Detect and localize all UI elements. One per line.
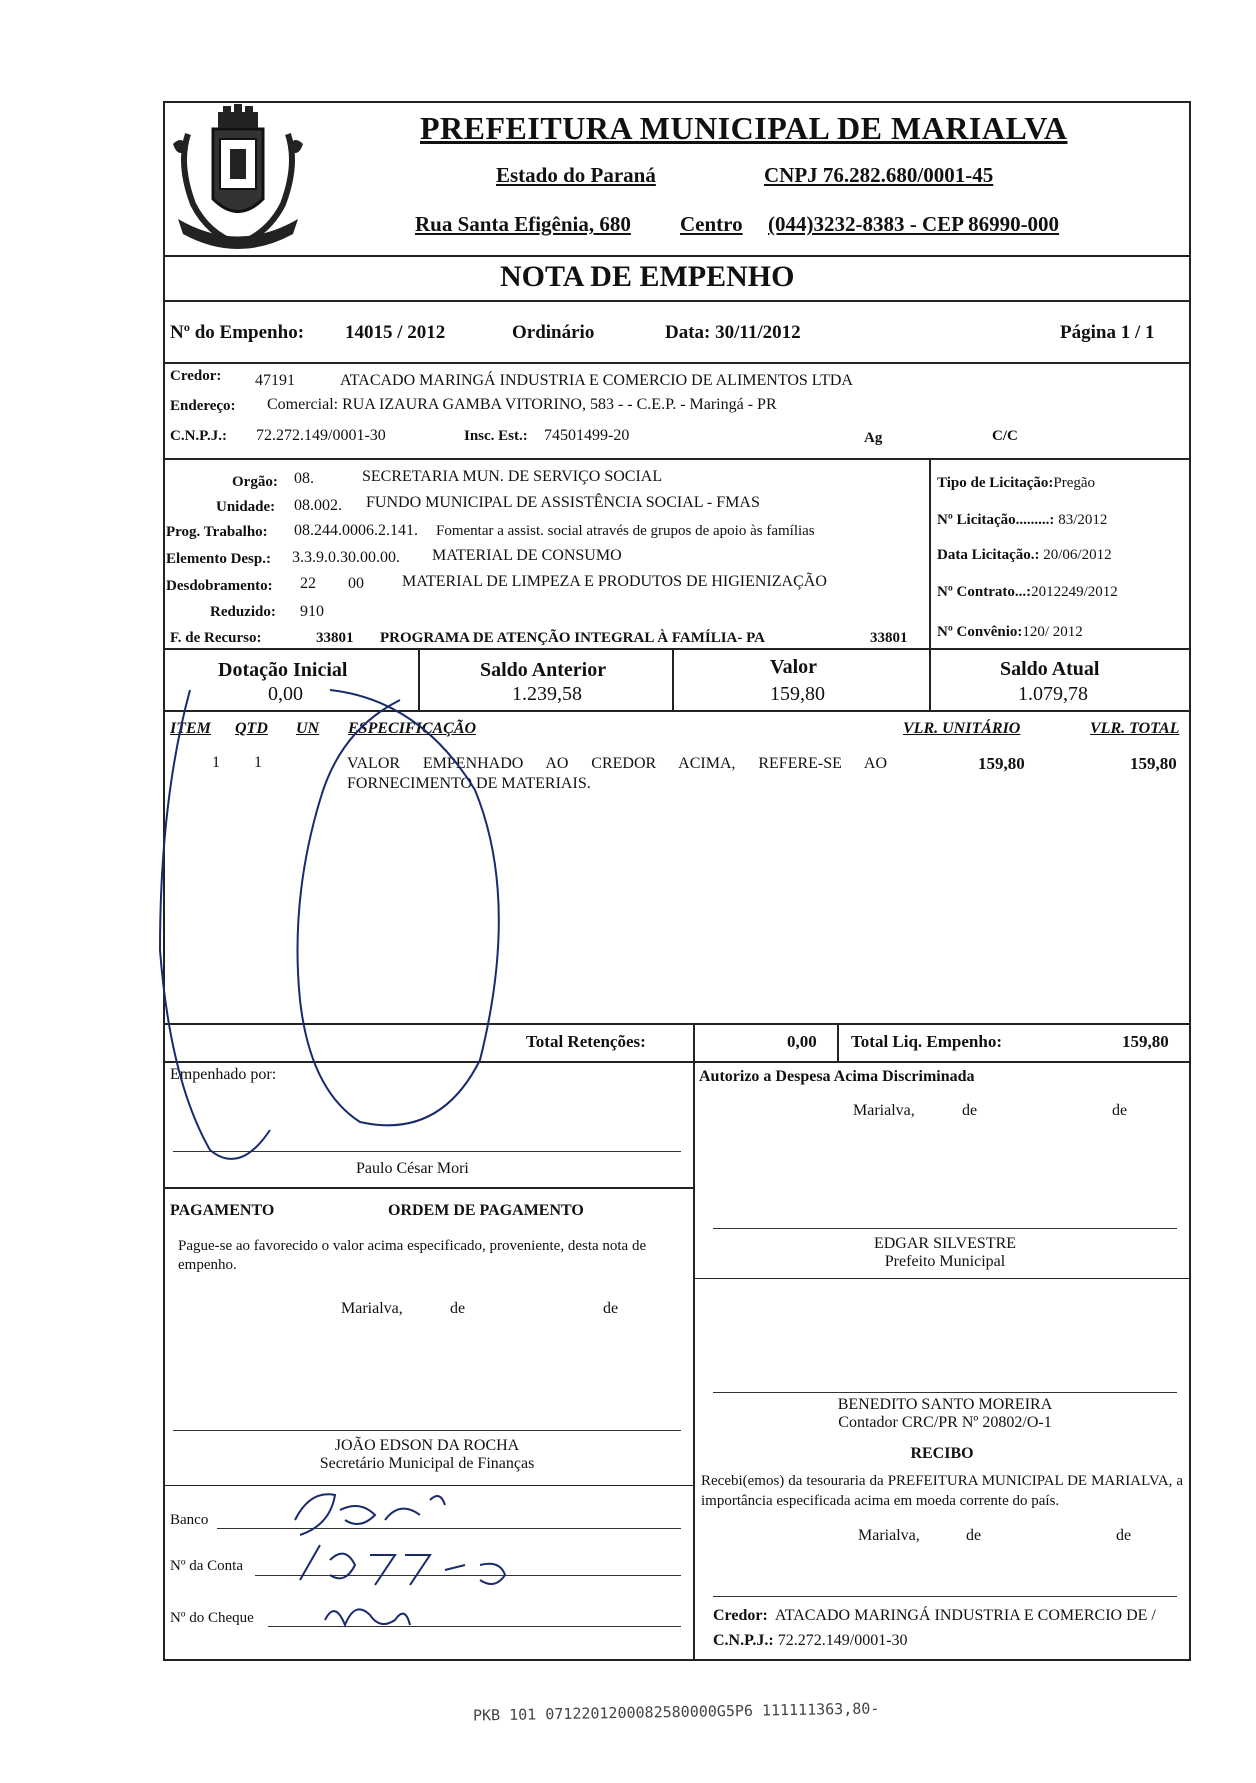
desdobramento-name: MATERIAL DE LIMPEZA E PRODUTOS DE HIGIENIZAÇÃO xyxy=(402,573,827,590)
contador-name: BENEDITO SANTO MOREIRA xyxy=(837,1396,1053,1413)
recibo-text: Recebi(emos) da tesouraria da PREFEITURA MUNICIPAL DE MARIALVA, a importância especificada acima em moeda corrente do país. xyxy=(701,1473,1183,1509)
page-number: Página 1 / 1 xyxy=(1060,322,1155,343)
street-label: Rua Santa Efigênia, 680 xyxy=(415,212,631,236)
prefeito-name: EDGAR SILVESTRE xyxy=(873,1235,1017,1252)
recibo-cnpj-value: 72.272.149/0001-30 xyxy=(777,1632,908,1649)
saldo-anterior-value: 1.239,58 xyxy=(512,683,582,705)
licitacao-type: Pregão xyxy=(1053,475,1096,491)
licitacao-type-label: Tipo de Licitação:Pregão xyxy=(937,475,1096,491)
orgao-name: SECRETARIA MUN. DE SERVIÇO SOCIAL xyxy=(362,468,663,485)
licitacao-date-label: Data Licitação.: 20/06/2012 xyxy=(937,547,1112,563)
liq-empenho-label: Total Liq. Empenho: xyxy=(851,1032,1002,1051)
col-item: ITEM xyxy=(170,720,211,737)
dotacao-value: 0,00 xyxy=(268,683,303,705)
col-un: UN xyxy=(296,720,320,737)
contador-title: Contador CRC/PR Nº 20802/O-1 xyxy=(838,1414,1052,1431)
district-label: Centro xyxy=(680,212,743,236)
saldo-anterior-label: Saldo Anterior xyxy=(480,659,607,681)
banco-label: Banco xyxy=(170,1512,209,1528)
col-spec: ESPECIFICAÇÃO xyxy=(348,720,477,737)
empenho-number-label: Nº do Empenho: xyxy=(170,322,305,343)
valor-value: 159,80 xyxy=(770,683,825,705)
cheque-label: Nº do Cheque xyxy=(170,1610,254,1626)
cc-label: C/C xyxy=(992,428,1018,444)
recibo-de-1: de xyxy=(966,1527,982,1544)
unidade-label: Unidade: xyxy=(216,499,276,515)
ag-label: Ag xyxy=(864,430,883,446)
pagamento-de-2: de xyxy=(603,1300,619,1317)
document-title: NOTA DE EMPENHO xyxy=(500,260,795,293)
table-row-spec: VALOR EMPENHADO AO CREDOR ACIMA, REFERE-SE AO FORNECIMENTO DE MATERIAIS. xyxy=(347,755,887,792)
pagamento-label: PAGAMENTO xyxy=(170,1202,275,1219)
convenio-label: Nº Convênio:120/ 2012 xyxy=(937,624,1083,640)
recurso-label: F. de Recurso: xyxy=(170,630,262,646)
empenho-number: 14015 / 2012 xyxy=(345,322,446,343)
recurso-code: 33801 xyxy=(316,630,354,646)
prog-label: Prog. Trabalho: xyxy=(166,524,268,540)
page-title: PREFEITURA MUNICIPAL DE MARIALVA xyxy=(420,110,1068,146)
elemento-name: MATERIAL DE CONSUMO xyxy=(432,547,622,564)
credor-cnpj-label: C.N.P.J.: xyxy=(170,428,227,444)
conta-label: Nº da Conta xyxy=(170,1558,243,1574)
credor-label: Credor: xyxy=(170,368,222,384)
recibo-credor-name: ATACADO MARINGÁ INDUSTRIA E COMERCIO DE / xyxy=(774,1607,1156,1624)
valor-label: Valor xyxy=(770,656,818,678)
empenhado-name: Paulo César Mori xyxy=(356,1160,469,1177)
credor-code: 47191 xyxy=(255,372,295,389)
desdobramento-code: 22 xyxy=(300,575,316,592)
recurso-name: PROGRAMA DE ATENÇÃO INTEGRAL À FAMÍLIA- PA xyxy=(380,630,766,646)
elemento-code: 3.3.9.0.30.00.00. xyxy=(292,549,400,566)
address-label: Endereço: xyxy=(170,398,236,414)
autorizo-city: Marialva, xyxy=(853,1102,915,1119)
col-unit-value: VLR. UNITÁRIO xyxy=(903,720,1021,737)
col-total-value: VLR. TOTAL xyxy=(1090,720,1180,737)
recibo-label: RECIBO xyxy=(910,1445,974,1462)
autorizo-de-1: de xyxy=(962,1102,978,1119)
autorizo-de-2: de xyxy=(1112,1102,1128,1119)
recurso-code-2: 33801 xyxy=(870,630,908,646)
table-row-total: 159,80 xyxy=(1130,754,1177,773)
contrato-label: Nº Contrato...:2012249/2012 xyxy=(937,584,1118,600)
secretario-name: JOÃO EDSON DA ROCHA xyxy=(334,1437,520,1454)
recibo-de-2: de xyxy=(1116,1527,1132,1544)
licitacao-number: 83/2012 xyxy=(1058,512,1108,528)
table-row-qtd: 1 xyxy=(254,754,262,771)
credor-name: ATACADO MARINGÁ INDUSTRIA E COMERCIO DE ALIMENTOS LTDA xyxy=(340,372,853,389)
orgao-label: Orgão: xyxy=(232,474,278,490)
orgao-code: 08. xyxy=(294,470,314,487)
bank-stamp: PKB 101 0712201200082580000G5P6 111111363,80- xyxy=(472,1699,880,1725)
prog-name: Fomentar a assist. social através de grupos de apoio às famílias xyxy=(436,523,815,539)
saldo-atual-label: Saldo Atual xyxy=(1000,658,1100,680)
retencoes-label: Total Retenções: xyxy=(526,1032,646,1051)
prefeito-title: Prefeito Municipal xyxy=(884,1253,1006,1270)
liq-empenho-value: 159,80 xyxy=(1122,1032,1169,1051)
recibo-city: Marialva, xyxy=(858,1527,920,1544)
reduzido-value: 910 xyxy=(300,603,324,620)
insc-label: Insc. Est.: xyxy=(464,428,528,444)
ordem-pagamento-label: ORDEM DE PAGAMENTO xyxy=(388,1202,584,1219)
reduzido-label: Reduzido: xyxy=(210,604,276,620)
prog-code: 08.244.0006.2.141. xyxy=(294,522,418,539)
empenho-type: Ordinário xyxy=(512,322,595,343)
table-row-unit: 159,80 xyxy=(978,754,1025,773)
col-qtd: QTD xyxy=(235,720,268,737)
convenio-number: 120/ 2012 xyxy=(1022,624,1083,640)
credor-address: Comercial: RUA IZAURA GAMBA VITORINO, 583 - - C.E.P. - Maringá - PR xyxy=(267,396,777,413)
desdobramento-label: Desdobramento: xyxy=(166,578,273,594)
contrato-number: 2012249/2012 xyxy=(1031,584,1118,600)
credor-cnpj: 72.272.149/0001-30 xyxy=(256,427,386,444)
retencoes-value: 0,00 xyxy=(787,1032,817,1051)
pagamento-de-1: de xyxy=(450,1300,466,1317)
unidade-name: FUNDO MUNICIPAL DE ASSISTÊNCIA SOCIAL - FMAS xyxy=(366,494,760,511)
recibo-cnpj: C.N.P.J.: 72.272.149/0001-30 xyxy=(713,1632,908,1649)
dotacao-label: Dotação Inicial xyxy=(218,659,348,681)
empenho-date: Data: 30/11/2012 xyxy=(665,322,801,343)
state-label: Estado do Paraná xyxy=(496,163,656,187)
saldo-atual-value: 1.079,78 xyxy=(1018,683,1088,705)
table-row-item: 1 xyxy=(212,754,220,771)
secretario-title: Secretário Municipal de Finanças xyxy=(319,1455,535,1472)
cnpj-header: CNPJ 76.282.680/0001-45 xyxy=(764,163,994,187)
phone-cep-label: (044)3232-8383 - CEP 86990-000 xyxy=(768,212,1060,236)
pagamento-city: Marialva, xyxy=(341,1300,403,1317)
licitacao-date: 20/06/2012 xyxy=(1043,547,1112,563)
insc-value: 74501499-20 xyxy=(544,427,630,444)
autorizo-label: Autorizo a Despesa Acima Discriminada xyxy=(699,1068,975,1085)
recibo-credor: Credor: ATACADO MARINGÁ INDUSTRIA E COMERCIO DE / xyxy=(713,1607,1156,1624)
pagamento-text: Pague-se ao favorecido o valor acima especificado, proveniente, desta nota de empenho. xyxy=(178,1238,647,1273)
licitacao-number-label: Nº Licitação.........: 83/2012 xyxy=(937,512,1108,528)
empenhado-label: Empenhado por: xyxy=(170,1066,277,1083)
desdobramento-sub: 00 xyxy=(348,575,364,592)
elemento-label: Elemento Desp.: xyxy=(166,551,271,567)
unidade-code: 08.002. xyxy=(294,497,342,514)
